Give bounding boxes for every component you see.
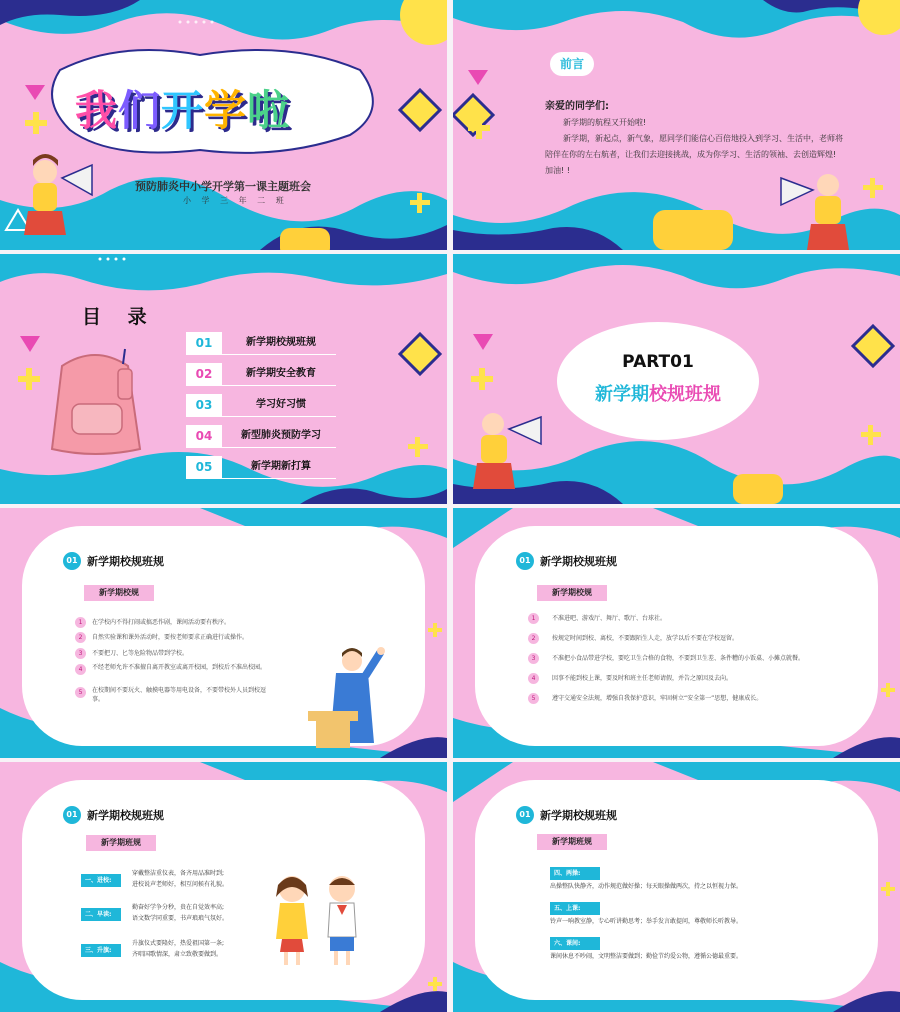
toc-title: 目 录	[82, 306, 157, 328]
section-badge: 01	[516, 552, 534, 570]
toc-item-3[interactable]	[186, 394, 336, 417]
rule-label: 一、进校:	[81, 874, 121, 887]
toc-label: 学习好习惯	[256, 399, 306, 410]
rule-line: 语文数学同重要，书声琅琅气氛好。	[132, 915, 229, 922]
rule-number: 1	[528, 613, 539, 624]
part-oval	[557, 322, 759, 440]
slide-cover[interactable]	[0, 0, 447, 250]
cover-class-line: 小 学 三 年 二 班	[183, 196, 288, 205]
rule-text: 不准进吧、游戏厅、舞厅、歌厅、台球社。	[552, 615, 667, 622]
rule-label: 六、课间:	[550, 937, 600, 950]
rule-text: 在学校内不得打闹或搞恶作剧，课间活动要有秩序。	[92, 619, 231, 626]
rule-label: 三、升旗:	[81, 944, 121, 957]
section-badge: 01	[516, 806, 534, 824]
rule-line: 铃声一响教室静，专心听讲勤思考；举手发言敢提问，尊敬师长听教导。	[550, 918, 743, 925]
part-number: PART01	[622, 352, 694, 372]
part-title	[557, 380, 759, 406]
slide-class-rules-2[interactable]	[453, 762, 900, 1012]
toc-item-1[interactable]	[186, 332, 336, 355]
toc-label: 新学期校规班规	[246, 337, 316, 348]
slide-toc[interactable]	[0, 254, 447, 504]
section-title: 新学期校规班规	[87, 555, 164, 568]
rule-number: 3	[528, 653, 539, 664]
rule-text: 在校期间不要玩火、触摸电器等用电设备，不要带校外人员到校逗事。	[92, 687, 267, 703]
rules-tag: 新学期班规	[86, 835, 156, 851]
slide-class-rules-1[interactable]	[0, 762, 447, 1012]
slide-preface[interactable]	[453, 0, 900, 250]
rules-tag: 新学期校规	[84, 585, 154, 601]
section-title: 新学期校规班规	[87, 809, 164, 822]
rule-number: 4	[528, 673, 539, 684]
rule-text: 不经老师允许不准擅自离开教室或离开校园，到校后不准出校园。	[92, 664, 267, 671]
saluting-kids-illustration	[262, 867, 372, 967]
rules-tag: 新学期班规	[537, 834, 607, 850]
title-char: 学	[204, 86, 248, 135]
rule-label: 五、上课:	[550, 902, 600, 915]
toc-label: 新学期安全教育	[246, 368, 316, 379]
rule-text: 遵守交通安全法规，增强自我保护意识，牢固树立“安全第一”思想，健康成长。	[552, 695, 763, 702]
preface-tag: 前言	[550, 52, 594, 76]
rule-line: 勤奋好学争分秒，贵在自觉效率高;	[132, 904, 225, 911]
rule-line: 课间休息不吵闹，文明整洁要做到；勤俭节约爱公物，遵循公德最重要。	[550, 953, 743, 960]
toc-num: 01	[186, 332, 222, 354]
cover-subtitle: 预防肺炎中小学开学第一课主题班会	[135, 180, 311, 193]
slide-part01[interactable]	[453, 254, 900, 504]
title-char: 啦	[247, 86, 291, 135]
title-char: 们	[118, 86, 162, 135]
rule-number: 3	[75, 648, 86, 659]
rule-text: 自然实验课和课外活动时，要按老师要求正确进行或操作。	[92, 634, 249, 641]
section-title: 新学期校规班规	[540, 555, 617, 568]
title-char: 我	[75, 86, 119, 135]
rule-line: 穿戴整洁重仪表，备齐用品准时到;	[132, 870, 225, 877]
cover-title-art	[75, 78, 290, 138]
teacher-illustration	[300, 643, 390, 748]
rule-text: 不准把小食品带进学校，要吃卫生合格的食物，不要到卫生差、条件糟的小饭桌、小摊点就餐。	[552, 655, 805, 662]
rule-text: 按规定时间到校、离校，不要跟陌生人走，放学以后不要在学校逗留。	[552, 635, 739, 642]
rule-number: 2	[75, 632, 86, 643]
rules-tag: 新学期校规	[537, 585, 607, 601]
rule-line: 升旗仪式要隆好，热爱祖国第一条;	[132, 940, 225, 947]
toc-item-5[interactable]	[186, 456, 336, 479]
rule-label: 二、早读:	[81, 908, 121, 921]
part-title-b: 校规班规	[649, 384, 721, 405]
rule-line: 出操整队快静齐，动作规范做好操；每天眼操做两次，持之以恒视力保。	[550, 883, 743, 890]
toc-item-4[interactable]	[186, 425, 336, 448]
section-title: 新学期校规班规	[540, 809, 617, 822]
preface-line1: 新学期的航程又开始啦!	[563, 118, 647, 127]
toc-num: 02	[186, 363, 222, 385]
part-title-a: 新学期	[595, 384, 649, 405]
slide-school-rules-1[interactable]	[0, 508, 447, 758]
rule-number: 5	[75, 687, 86, 698]
toc-label: 新学期新打算	[251, 461, 311, 472]
rule-label: 四、两操:	[550, 867, 600, 880]
preface-line2: 新学期，新起点，新气象，愿同学们能信心百倍地投入到学习、生活中，老师将陪伴在你的左右航者，让我们去迎接挑战，成为你学习、生活的领袖、去创造辉煌! 加油! !	[545, 134, 843, 175]
rule-number: 1	[75, 617, 86, 628]
rule-line: 齐唱国歌情深，肃立致敬要做到。	[132, 951, 223, 958]
slide-school-rules-2[interactable]	[453, 508, 900, 758]
rule-line: 进校说声老师好，相互问候有礼貌。	[132, 881, 229, 888]
rule-number: 5	[528, 693, 539, 704]
section-badge: 01	[63, 806, 81, 824]
toc-num: 05	[186, 456, 222, 478]
rule-text: 不要把刀、匕等危险物品带到学校。	[92, 650, 189, 657]
toc-num: 03	[186, 394, 222, 416]
rule-number: 4	[75, 664, 86, 675]
preface-paragraph	[545, 115, 845, 179]
toc-label: 新型肺炎预防学习	[241, 430, 321, 441]
title-char: 开	[161, 86, 205, 135]
section-badge: 01	[63, 552, 81, 570]
toc-item-2[interactable]	[186, 363, 336, 386]
toc-num: 04	[186, 425, 222, 447]
rule-number: 2	[528, 633, 539, 644]
rule-text: 因事不能到校上课，要及时和班主任老师请假，并告之原因及去向。	[552, 675, 733, 682]
preface-greeting: 亲爱的同学们:	[545, 101, 609, 112]
